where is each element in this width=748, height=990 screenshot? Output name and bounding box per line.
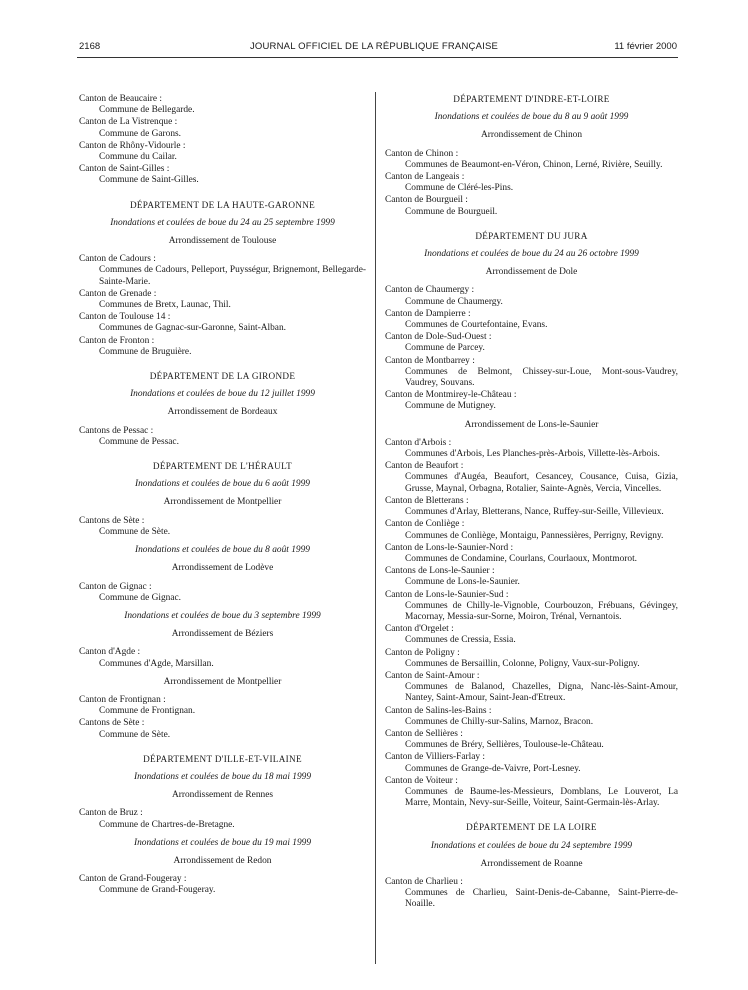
commune-list: Commune de Gignac. xyxy=(99,592,182,603)
commune-list: Communes d'Arlay, Bletterans, Nance, Ruffey-sur-Seille, Villevieux. xyxy=(405,507,664,518)
arrondissement-heading: Arrondissement de Toulouse xyxy=(168,236,277,247)
arrondissement-heading: Arrondissement de Redon xyxy=(173,855,272,866)
canton-heading: Canton de Montmirey-le-Château : xyxy=(385,390,517,401)
commune-list: Commune de Bourgueil. xyxy=(405,206,498,217)
canton-heading: Canton de Montbarrey : xyxy=(385,355,475,366)
canton-heading: Canton de Grenade : xyxy=(79,288,157,299)
arrondissement-heading: Arrondissement de Roanne xyxy=(480,858,583,869)
canton-heading: Canton de Dampierre : xyxy=(385,308,471,319)
canton-heading: Canton de Lons-le-Saunier-Nord : xyxy=(385,542,514,553)
column-divider xyxy=(375,92,376,964)
canton-heading: Canton de Voiteur : xyxy=(385,775,458,786)
commune-list: Communes de Bersaillin, Colonne, Poligny, Vaux-sur-Poligny. xyxy=(405,658,640,669)
canton-heading: Canton de Saint-Amour : xyxy=(385,670,480,681)
canton-heading: Cantons de Lons-le-Saunier : xyxy=(385,566,495,577)
canton-heading: Canton de Beaucaire : xyxy=(79,94,163,104)
commune-list: Commune de Cléré-les-Pins. xyxy=(405,183,514,194)
canton-heading: Canton d'Agde : xyxy=(79,647,141,658)
commune-list: Communes de Beaumont-en-Véron, Chinon, Lerné, Rivière, Seuilly. xyxy=(405,159,663,170)
page-header xyxy=(0,41,748,57)
event-title: Inondations et coulées de boue du 8 août 1999 xyxy=(135,545,310,556)
commune-list: Commune de Saint-Gilles. xyxy=(99,175,199,186)
journal-title: JOURNAL OFFICIEL DE LA RÉPUBLIQUE FRANÇAISE xyxy=(249,41,499,52)
canton-heading: Canton de Grand-Fougeray : xyxy=(79,874,187,885)
commune-list: Communes de Courtefontaine, Evans. xyxy=(405,320,548,331)
arrondissement-heading: Arrondissement de Chinon xyxy=(480,130,583,141)
department-heading: DÉPARTEMENT DE L'HÉRAULT xyxy=(152,461,293,472)
department-heading: DÉPARTEMENT DE LA GIRONDE xyxy=(149,371,296,382)
event-title: Inondations et coulées de boue du 18 mai 1999 xyxy=(133,771,312,782)
page-number: 2168 xyxy=(79,41,101,52)
commune-list: Commune de Bruguière. xyxy=(99,346,192,357)
commune-list: Commune de Sète. xyxy=(99,729,171,740)
canton-heading: Canton de Saint-Gilles : xyxy=(79,164,170,175)
event-title: Inondations et coulées de boue du 6 août 1999 xyxy=(135,479,310,490)
commune-list: Communes de Bretx, Launac, Thil. xyxy=(99,300,231,311)
commune-list: Communes de Cressia, Essia. xyxy=(405,635,516,646)
commune-list: Communes de Cadours, Pelleport, Puysségur, Brignemont, Bellegarde-Sainte-Marie. xyxy=(99,265,366,287)
canton-heading: Canton de Charlieu : xyxy=(385,876,463,887)
event-title: Inondations et coulées de boue du 3 septembre 1999 xyxy=(124,610,321,621)
canton-heading: Canton de Lons-le-Saunier-Sud : xyxy=(385,589,509,600)
department-heading: DÉPARTEMENT DE LA LOIRE xyxy=(466,822,597,833)
arrondissement-heading: Arrondissement de Rennes xyxy=(171,790,274,801)
event-title: Inondations et coulées de boue du 19 mai 1999 xyxy=(133,837,312,848)
arrondissement-heading: Arrondissement de Lodève xyxy=(171,563,274,574)
canton-heading: Canton de Langeais : xyxy=(385,172,465,183)
commune-list: Communes de Charlieu, Saint-Denis-de-Cabanne, Saint-Pierre-de-Noaille. xyxy=(405,888,678,910)
commune-list: Commune de Grand-Fougeray. xyxy=(99,885,216,896)
event-title: Inondations et coulées de boue du 8 au 9 août 1999 xyxy=(434,112,629,123)
commune-list: Communes d'Agde, Marsillan. xyxy=(99,658,214,669)
canton-heading: Canton d'Arbois : xyxy=(385,437,452,448)
canton-heading: Canton de Bletterans : xyxy=(385,495,469,506)
arrondissement-heading: Arrondissement de Béziers xyxy=(171,629,274,640)
commune-list: Communes de Belmont, Chissey-sur-Loue, Mont-sous-Vaudrey, Vaudrey, Souvans. xyxy=(405,366,678,389)
commune-list: Commune de Bellegarde. xyxy=(99,105,195,116)
canton-heading: Canton de Frontignan : xyxy=(79,694,166,705)
commune-list: Commune de Pessac. xyxy=(99,436,179,447)
right-column xyxy=(385,94,678,912)
canton-heading: Canton de Bruz : xyxy=(79,808,143,819)
commune-list: Commune de Chaumergy. xyxy=(405,296,503,307)
issue-date: 11 février 2000 xyxy=(614,41,677,52)
canton-heading: Canton de Salins-les-Bains : xyxy=(385,705,492,716)
commune-list: Communes de Conliège, Montaigu, Pannessières, Perrigny, Revigny. xyxy=(405,530,664,541)
canton-heading: Canton de Poligny : xyxy=(385,647,460,658)
commune-list: Commune du Cailar. xyxy=(99,152,177,163)
commune-list: Commune de Parcey. xyxy=(405,343,485,354)
commune-list: Communes de Balanod, Chazelles, Digna, Nanc-lès-Saint-Amour, Nantey, Saint-Amour, Saint-Jean-d'Etreux. xyxy=(405,682,678,704)
canton-heading: Canton de Gignac : xyxy=(79,581,152,592)
left-column xyxy=(79,94,366,898)
canton-heading: Canton de Chaumergy : xyxy=(385,285,475,296)
event-title: Inondations et coulées de boue du 24 au 26 octobre 1999 xyxy=(424,249,639,260)
arrondissement-heading: Arrondissement de Montpellier xyxy=(163,497,282,508)
canton-heading: Cantons de Pessac : xyxy=(79,425,154,436)
commune-list: Communes de Gagnac-sur-Garonne, Saint-Alban. xyxy=(99,323,287,334)
canton-heading: Canton de Sellières : xyxy=(385,728,463,739)
canton-heading: Canton de Bourgueil : xyxy=(385,195,468,206)
commune-list: Communes d'Augéa, Beaufort, Cesancey, Cousance, Cuisa, Gizia, Grusse, Maynal, Orbagna, Rotalier, Sainte-Agnès, Vercia, Vincelles. xyxy=(405,472,678,494)
canton-heading: Canton de Fronton : xyxy=(79,335,155,346)
event-title: Inondations et coulées de boue du 24 septembre 1999 xyxy=(430,840,633,851)
commune-list: Communes d'Arbois, Les Planches-près-Arbois, Villette-lès-Arbois. xyxy=(405,449,660,460)
canton-heading: Canton de Rhôny-Vidourle : xyxy=(79,140,186,151)
commune-list: Commune de Chartres-de-Bretagne. xyxy=(99,819,235,830)
event-title: Inondations et coulées de boue du 24 au 25 septembre 1999 xyxy=(110,217,335,228)
commune-list: Communes de Baume-les-Messieurs, Domblans, Le Louverot, La Marre, Montain, Nevy-sur-Seille, Voiteur, Saint-Germain-lès-Arlay. xyxy=(405,786,678,809)
department-heading: DÉPARTEMENT DE LA HAUTE-GARONNE xyxy=(129,199,316,210)
commune-list: Commune de Mutigney. xyxy=(405,401,496,412)
canton-heading: Cantons de Sète : xyxy=(79,718,145,729)
canton-heading: Canton de Conliège : xyxy=(385,519,465,530)
arrondissement-heading: Arrondissement de Lons-le-Saunier xyxy=(464,419,599,430)
canton-heading: Canton de Villiers-Farlay : xyxy=(385,752,486,763)
canton-heading: Cantons de Sète : xyxy=(79,515,145,526)
department-heading: DÉPARTEMENT DU JURA xyxy=(475,230,588,241)
department-heading: DÉPARTEMENT D'INDRE-ET-LOIRE xyxy=(453,94,610,104)
commune-list: Commune de Frontignan. xyxy=(99,706,196,717)
canton-heading: Canton de Toulouse 14 : xyxy=(79,312,171,323)
arrondissement-heading: Arrondissement de Montpellier xyxy=(163,676,282,687)
canton-heading: Canton de Cadours : xyxy=(79,254,156,265)
canton-heading: Canton de Dole-Sud-Ouest : xyxy=(385,332,492,343)
event-title: Inondations et coulées de boue du 12 juillet 1999 xyxy=(130,389,315,400)
commune-list: Commune de Garons. xyxy=(99,128,182,139)
canton-heading: Canton de Beaufort : xyxy=(385,461,464,472)
commune-list: Communes de Chilly-le-Vignoble, Courbouzon, Frébuans, Gévingey, Macornay, Messia-sur-Sorne, Moiron, Trénal, Vernantois. xyxy=(405,600,678,622)
header-rule xyxy=(77,57,678,58)
commune-list: Commune de Sète. xyxy=(99,526,171,537)
canton-heading: Canton de Chinon : xyxy=(385,148,459,159)
commune-list: Communes de Bréry, Sellières, Toulouse-le-Château. xyxy=(405,740,604,751)
commune-list: Commune de Lons-le-Saunier. xyxy=(405,577,520,588)
department-heading: DÉPARTEMENT D'ILLE-ET-VILAINE xyxy=(143,753,302,764)
commune-list: Communes de Chilly-sur-Salins, Marnoz, Bracon. xyxy=(405,716,594,727)
canton-heading: Canton de La Vistrenque : xyxy=(79,117,178,128)
canton-heading: Canton d'Orgelet : xyxy=(385,624,454,635)
arrondissement-heading: Arrondissement de Dole xyxy=(485,267,578,278)
arrondissement-heading: Arrondissement de Bordeaux xyxy=(167,407,278,418)
commune-list: Communes de Condamine, Courlans, Courlaoux, Montmorot. xyxy=(405,553,638,564)
commune-list: Communes de Grange-de-Vaivre, Port-Lesney. xyxy=(405,763,581,774)
